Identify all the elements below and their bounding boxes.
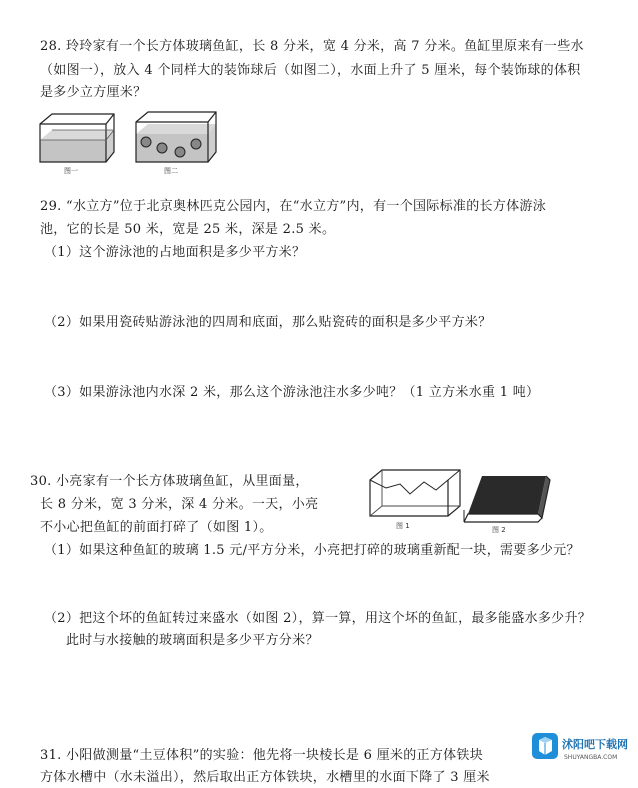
- q28-figure-2-caption: 图二: [164, 167, 178, 175]
- q28-figure-1-caption: 图一: [64, 167, 78, 175]
- q30-figure-1: [366, 466, 466, 532]
- q30-sub-2-line-1: （2）把这个坏的鱼缸转过来盛水（如图 2），算一算，用这个坏的鱼缸，最多能盛水多少升？: [44, 611, 592, 626]
- q28-line-2: （如图一），放入 4 个同样大的装饰球后（如图二），水面上升了 5 厘米，每个装饰球的体积: [40, 63, 581, 78]
- q29-line-1: 29. “水立方”位于北京奥林匹克公园内，在“水立方”内，有一个国际标准的长方体游泳: [40, 199, 546, 214]
- q31-line-1: 31. 小阳做测量“土豆体积”的实验：他先将一块棱长是 6 厘米的正方体铁块: [40, 748, 484, 763]
- q29-sub-3: （3）如果游泳池内水深 2 米，那么这个游泳池注水多少吨？（1 立方米水重 1 吨）: [44, 385, 540, 400]
- watermark-logo-icon: [528, 727, 632, 771]
- q29-sub-2: （2）如果用瓷砖贴游泳池的四周和底面，那么贴瓷砖的面积是多少平方米？: [44, 315, 492, 330]
- q29-sub-1: （1）这个游泳池的占地面积是多少平方米？: [44, 245, 306, 260]
- q28-figure-1: [34, 110, 118, 176]
- q30-line-3: 不小心把鱼缸的前面打碎了（如图 1）。: [40, 520, 273, 535]
- q30-figure-2-caption: 图 2: [492, 526, 506, 534]
- watermark-url: SHUYANGBA.COM: [564, 754, 618, 761]
- q30-figure-1-caption: 图 1: [396, 522, 410, 530]
- watermark-title: 沭阳吧下载网: [562, 738, 628, 751]
- q30-line-2: 长 8 分米，宽 3 分米，深 4 分米。一天，小亮: [40, 497, 319, 512]
- q30-figure-2: [462, 470, 554, 536]
- q30-sub-2-line-2: 此时与水接触的玻璃面积是多少平方分米？: [66, 633, 319, 648]
- q28-line-3: 是多少立方厘米？: [40, 85, 147, 100]
- q29-line-2: 池，它的长是 50 米，宽是 25 米，深是 2.5 米。: [40, 222, 336, 237]
- site-watermark: [528, 727, 632, 771]
- q30-sub-1: （1）如果这种鱼缸的玻璃 1.5 元/平方分米，小亮把打碎的玻璃重新配一块，需要多少元？: [44, 543, 580, 558]
- q28-line-1: 28. 玲玲家有一个长方体玻璃鱼缸，长 8 分米，宽 4 分米，高 7 分米。鱼缸里原来有一些水: [40, 39, 584, 54]
- q31-line-2: 方体水槽中（水未溢出），然后取出正方体铁块，水槽里的水面下降了 3 厘米: [40, 770, 490, 785]
- q28-figure-2: [130, 108, 220, 176]
- q30-line-1: 30. 小亮家有一个长方体玻璃鱼缸，从里面量，: [30, 474, 309, 489]
